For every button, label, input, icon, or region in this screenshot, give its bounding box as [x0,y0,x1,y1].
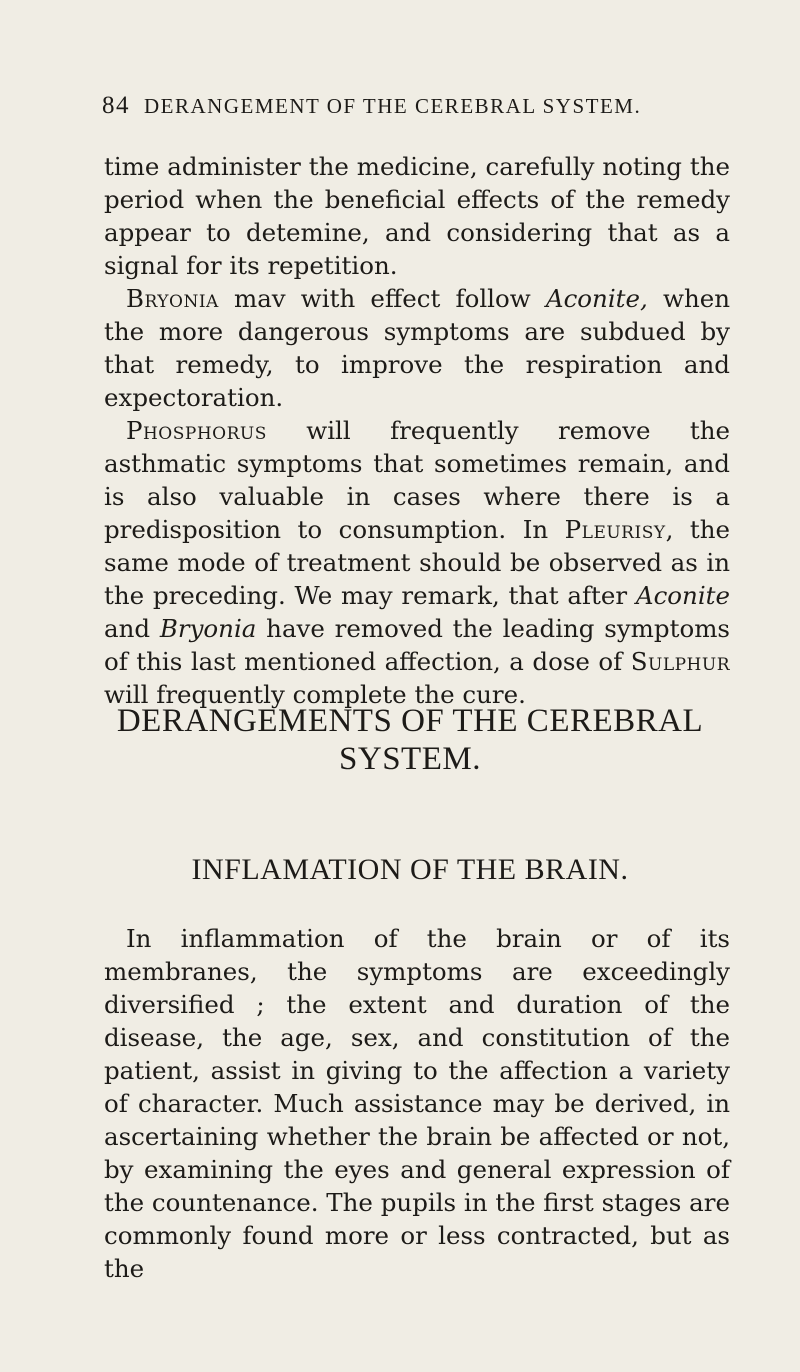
sub-heading: INFLAMATION OF THE BRAIN. [191,853,629,886]
running-header [102,92,742,120]
remedy-name-aconite: Aconite, [545,284,648,313]
paragraph-inflammation: In inflammation of the brain or of its membranes, the symptoms are exceedingly diversified ; the extent and duration of the disease, the age, sex, and constitution of the patient, assist in giving to the affection a variety of character. Much assistance may be derived, in ascertaining whether the brain be affected or not, by examining the eyes and general expression of the countenance. The pupils in the first stages are commonly found more or less contracted, but as the [104,924,730,1283]
section-heading: DERANGEMENTS OF THE CEREBRAL SYSTEM. [116,703,704,777]
page-number: 84 [102,92,130,119]
remedy-name-bryonia: Bryonia [126,284,219,313]
paragraph-bryonia: Bryonia mav with effect follow Aconite, when the more dangerous symptoms are subdued by that remedy, to improve the respiration and expectoration. [104,284,730,412]
body-text-bottom [104,922,730,1285]
running-title: DERANGEMENT OF THE CEREBRAL SYSTEM. [144,94,642,118]
remedy-name-sulphur: Sulphur [630,647,730,676]
body-text-top [104,150,730,711]
disease-name-pleurisy: Pleurisy [564,515,666,544]
paragraph-continuation: time administer the medicine, carefully noting the period when the beneficial effects of the remedy appear to detemine, and considering that as a signal for its repetition. [104,152,730,280]
paragraph-phosphorus: Phosphorus will frequently remove the asthmatic symptoms that sometimes remain, and is also valuable in cases where there is a predisposition to consumption. In Pleurisy, the same mode of treatment should be observed as in the preceding. We may remark, that after Aconite and Bryonia have removed the leading symptoms of this last mentioned affection, a dose of Sulphur will frequently complete the cure. [104,416,731,709]
remedy-name-phosphorus: Phosphorus [126,416,267,445]
